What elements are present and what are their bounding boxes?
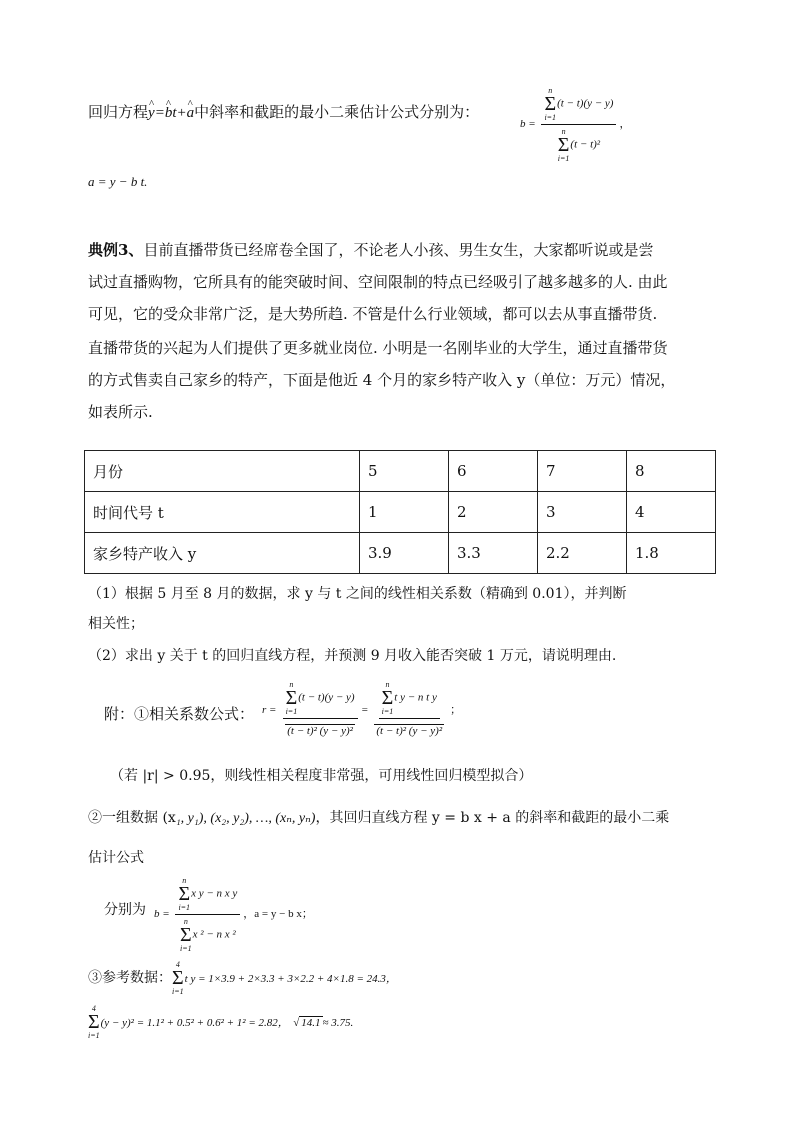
question-2: （2）求出 y 关于 t 的回归直线方程，并预测 9 月收入能否突破 1 万元，请说明理由. (88, 648, 617, 664)
slope-formula: b = n Σ i=1 (t − t)(y − y) n Σ i=1 (t − t)² ， (520, 86, 631, 163)
table-cell: 2.2 (538, 533, 627, 574)
correlation-formula: r = n Σ i=1 (t − t)(y − y) (t − t)² (y − y)² = n Σ i=1 t y − n t y (t − t)² (y − y)² ； (262, 680, 462, 737)
table-cell: 7 (538, 451, 627, 492)
intro-line (88, 102, 479, 123)
intercept-formula: a = y − b t. (88, 174, 148, 189)
example-line-3: 可见，它的受众非常广泛，是大势所趋. 不管是什么行业领域，都可以去从事直播带货. (88, 305, 658, 323)
reference-data-line-2: 4 Σ i=1 (y − y)² = 1.1² + 0.5² + 0.6² + 1² = 2.82， √ 14.1 ≈ 3.75. (88, 1004, 354, 1040)
table-row (85, 492, 716, 533)
table-row (85, 451, 716, 492)
row-label-month: 月份 (85, 451, 360, 492)
appendix-correlation (104, 704, 254, 724)
table-row (85, 533, 716, 574)
row-label-income: 家乡特产收入 y (85, 533, 360, 574)
regression-formulas: 分别为 (104, 902, 146, 918)
example-line-4: 直播带货的兴起为人们提供了更多就业岗位. 小明是一名刚毕业的大学生，通过直播带货 (88, 339, 668, 357)
intro-prefix: 回归方程 (88, 103, 149, 121)
slope-estimate-formula: b = n Σ i=1 x y − n x y n Σ i=1 x ² − n x ² ，a = y − b x； (154, 876, 313, 953)
question-1-line-1: （1）根据 5 月至 8 月的数据，求 y 与 t 之间的线性相关系数（精确到 0.01），并判断 (88, 586, 627, 602)
example-line-2: 试过直播购物，它所具有的能突破时间、空间限制的特点已经吸引了越多越多的人. 由此 (88, 273, 668, 291)
data-table (84, 450, 716, 574)
table-cell: 1 (360, 492, 449, 533)
example-label: 典例3、 (88, 241, 144, 259)
intro-middle: 中斜率和截距的最小二乘估计公式分别为： (194, 103, 480, 121)
reference-data-line-1: ③参考数据： 4 Σ i=1 t y = 1×3.9 + 2×3.3 + 3×2.2 + 4×1.8 = 24.3， (88, 960, 397, 996)
table-cell: 3.9 (360, 533, 449, 574)
table-cell: 5 (360, 451, 449, 492)
table-cell: 4 (627, 492, 716, 533)
table-cell: 8 (627, 451, 716, 492)
table-cell: 6 (449, 451, 538, 492)
appendix-label: 附：①相关系数公式： (104, 705, 255, 723)
question-1-line-2: 相关性； (88, 616, 144, 632)
table-cell: 1.8 (627, 533, 716, 574)
row-label-time: 时间代号 t (85, 492, 360, 533)
table-cell: 2 (449, 492, 538, 533)
example-line-6: 如表所示. (88, 403, 153, 421)
regression-data-line: ②一组数据 (x₁, y₁), (x₂, y₂), …, (xₙ, yₙ)，其回归直线方程 y = b x + a 的斜率和截距的最小二乘 (88, 810, 670, 826)
regression-estimate-label: 估计公式 (88, 850, 144, 866)
table-cell: 3 (538, 492, 627, 533)
example-line-5: 的方式售卖自己家乡的特产，下面是他近 4 个月的家乡特产收入 y（单位：万元）情况， (88, 371, 676, 389)
sqrt-value: √ 14.1 (293, 1017, 321, 1029)
example-line-1: 典例3、目前直播带货已经席卷全国了，不论老人小孩、男生女生，大家都听说或是尝 (88, 241, 654, 259)
regression-equation: ^ y=^ bt+^ a (148, 105, 194, 121)
table-cell: 3.3 (449, 533, 538, 574)
correlation-condition: （若 |r| > 0.95，则线性相关程度非常强，可用线性回归模型拟合） (110, 768, 533, 784)
